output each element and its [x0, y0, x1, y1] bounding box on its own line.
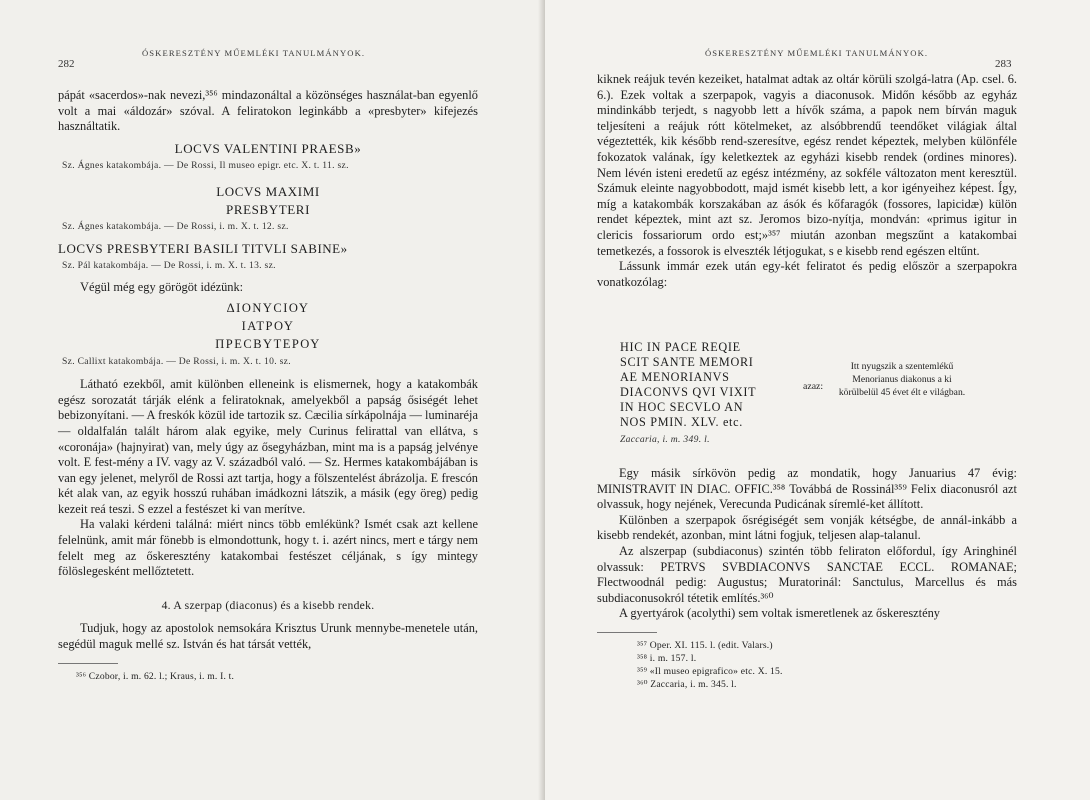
right-text-lower [597, 466, 1017, 691]
running-head-right: ÓSKERESZTÉNY MŰEMLÉKI TANULMÁNYOK. [705, 48, 929, 58]
section-subheading: 4. A szerpap (diaconus) és a kisebb rendek. [161, 598, 375, 612]
inscription-line: HIC IN PACE REQIE [620, 340, 741, 354]
source-citation: Sz. Ágnes katakombája. — De Rossi, Il museo epigr. etc. X. t. 11. sz. [62, 160, 349, 172]
page-number-left: 282 [58, 58, 75, 70]
body-paragraph: Ha valaki kérdeni találná: miért nincs több emlékünk? Ismét csak azt kellene felelnünk, amit már fönebb is elmondottunk, hogy t. i. azért nincs, mert e tárgy nem felelt meg az őskeresztény katakombai festészet céljának, s így mintegy fölöslegesként mellőztetett. [58, 517, 478, 579]
inscription-line: DIACONVS QVI VIXIT [620, 385, 757, 399]
greek-inscription-line2: ΙΑΤΡΟΥ [241, 318, 295, 333]
left-text-column [58, 88, 478, 683]
greek-intro: Végül még egy görögöt idézünk: [80, 279, 244, 294]
body-paragraph: Az alszerpap (subdiaconus) szintén több feliraton előfordul, így Aringhinél olvassuk: PETRVS SVBDIACONVS SANCTAE ECCL. ROMANAE; Flectwoodnál pedig: Augustus; Muratorinál: Sanctulus, Marcellus és más subdiaconusokról tétetik említés.³⁶⁰ [597, 543, 1017, 605]
inscription-maximi-line1: LOCVS MAXIMI [216, 183, 320, 199]
body-paragraph: Egy másik sírkövön pedig az mondatik, hogy Januarius 47 évig: MINISTRAVIT IN DIAC. OFFIC.³⁵⁸ Továbbá de Rossinál³⁵⁹ Felix diaconusról azt olvassuk, hogy nejének, Verecunda Pudicának síremlé-ket állított. [597, 466, 1017, 512]
footnote-divider [597, 632, 657, 633]
footnote: ³⁵⁷ Oper. XI. 115. l. (edit. Valars.) [637, 639, 773, 651]
running-head-left: ÓSKERESZTÉNY MŰEMLÉKI TANULMÁNYOK. [142, 48, 366, 58]
right-text-column [597, 72, 1017, 290]
source-citation: Zaccaria, i. m. 349. l. [620, 434, 710, 445]
inscription-basili: LOCVS PRESBYTERI BASILI TITVLI SABINE» [58, 240, 348, 256]
inscription-line: IN HOC SECVLO AN [620, 400, 744, 414]
inscription-translation: Itt nyugszik a szentemlékű Menorianus diakonus a ki körülbelül 45 évet élt e világban. [838, 361, 966, 398]
footnote: ³⁶⁰ Zaccaria, i. m. 345. l. [637, 678, 737, 690]
source-citation: Sz. Callixt katakombája. — De Rossi, i. m. X. t. 10. sz. [62, 355, 291, 367]
inscription-line: SCIT SANTE MEMORI [620, 355, 754, 369]
footnote: ³⁵⁸ i. m. 157. l. [637, 652, 697, 664]
source-citation: Sz. Pál katakombája. — De Rossi, i. m. X. t. 13. sz. [62, 260, 276, 272]
right-page [545, 0, 1090, 800]
footnote: ³⁵⁹ «Il museo epigrafico» etc. X. 15. [637, 665, 783, 677]
diaconus-inscription [620, 340, 756, 447]
azaz-label: azaz: [803, 381, 824, 392]
greek-inscription-line1: ΔΙΟΝΥCΙΟΥ [226, 300, 310, 315]
body-paragraph: Különben a szerpapok ősrégiségét sem vonják kétségbe, de annál-inkább a kisebb rendekét, azonban, mint látni fogjuk, teljesen alap-talanul. [597, 512, 1017, 543]
intro-paragraph: pápát «sacerdos»-nak nevezi,³⁵⁶ mindazonáltal a közönséges használat-ban egyenlő volt a mai «áldozár» szóval. A feliratokon leginkább a «presbyter» kifejezés használtatik. [58, 88, 478, 134]
body-paragraph: Látható ezekből, amit különben elleneink is elismernek, hogy a katakombák egész sorozatát tárják elénk a feliratoknak, amelyekből a papság ősiségét lehet bebizonyítani. — A freskók közül ide tartozik sz. Cæcilia sírkápolnája — luminaréja — oldalfalán talált három alak egyike, mely Curinus felirattal van ellátva, s «coronája» (hajnyirat) van, mely úgy az ősegyházban, mint ma is a papság jelvénye volt. E fest-mény a IV. vagy az V. századból való. — Sz. Hermes katakombájában is van egy jelenet, melyről de Rossi azt tartja, hogy a fölszentelést ábrázolja. E frescón két alak van, az egyik hosszú ruhában imádkozni látszik, a másik (egy öreg) pedig kezeit reá teszi. S ezzel a festészet ki van merítve. [58, 377, 478, 516]
body-paragraph: Tudjuk, hogy az apostolok nemsokára Krisztus Urunk mennybe-menetele után, segédül maguk mellé sz. István és hat társát vették, [58, 621, 478, 652]
inscription-maximi-line2: PRESBYTERI [225, 201, 310, 217]
body-paragraph: Lássunk immár ezek után egy-két feliratot és pedig először a szerpapokra vonatkozólag: [597, 259, 1017, 289]
inscription-line: NOS PMIN. XLV. etc. [620, 415, 743, 429]
source-citation: Sz. Ágnes katakombája. — De Rossi, i. m. X. t. 12. sz. [62, 221, 289, 233]
inscription-valentini: LOCVS VALENTINI PRAESB» [174, 140, 362, 156]
footnote-divider [58, 663, 118, 664]
inscription-line: AE MENORIANVS [620, 370, 730, 384]
page-number-right: 283 [995, 58, 1012, 70]
greek-inscription-line3: ΠΡΕCΒΥΤΕΡΟΥ [215, 336, 321, 351]
body-paragraph: A gyertyárok (acolythi) sem voltak ismeretlenek az őskeresztény [619, 606, 941, 621]
body-paragraph: kiknek reájuk tevén kezeiket, hatalmat adtak az oltár körüli szolgá-latra (Ap. csel. 6. 6.). Ezek voltak a szerpapok, vagyis a diaconusok. Midőn később az egyház mindinkább terjedt, s nagyobb lett a hívők száma, a papok nem bírván maguk teljesíteni a reájuk rótt kötelmeket, az alsóbbrendű teendőket világiak által végeztették, kik később rend-szeresítve, egész rendet képeztek, melyben különféle fokozatok valának, így keletkeztek az egyházi kisebb rendek (ordines minores). Nem lévén isteni eredetű az egész intézmény, az sokféle változaton ment keresztül. Számuk eleinte nagyobbodott, majd ismét kisebb lett, a kor igényeihez képest. Így, míg a katakombák korszakában az ásók és kőfaragók (fossores, lapicidæ) külön rendet képeztek, mint azt sz. Jeromos bizo-nyítja, mondván: «primus igitur in clericis fossariorum ordo est;»³⁵⁷ miután azonban megszűnt a katakombai temetkezés, a fossorok is elveszték létjogukat, s e kisebb rend egészen eltűnt. [597, 72, 1017, 258]
footnote: ³⁵⁶ Czobor, i. m. 62. l.; Kraus, i. m. I. t. [76, 670, 235, 682]
